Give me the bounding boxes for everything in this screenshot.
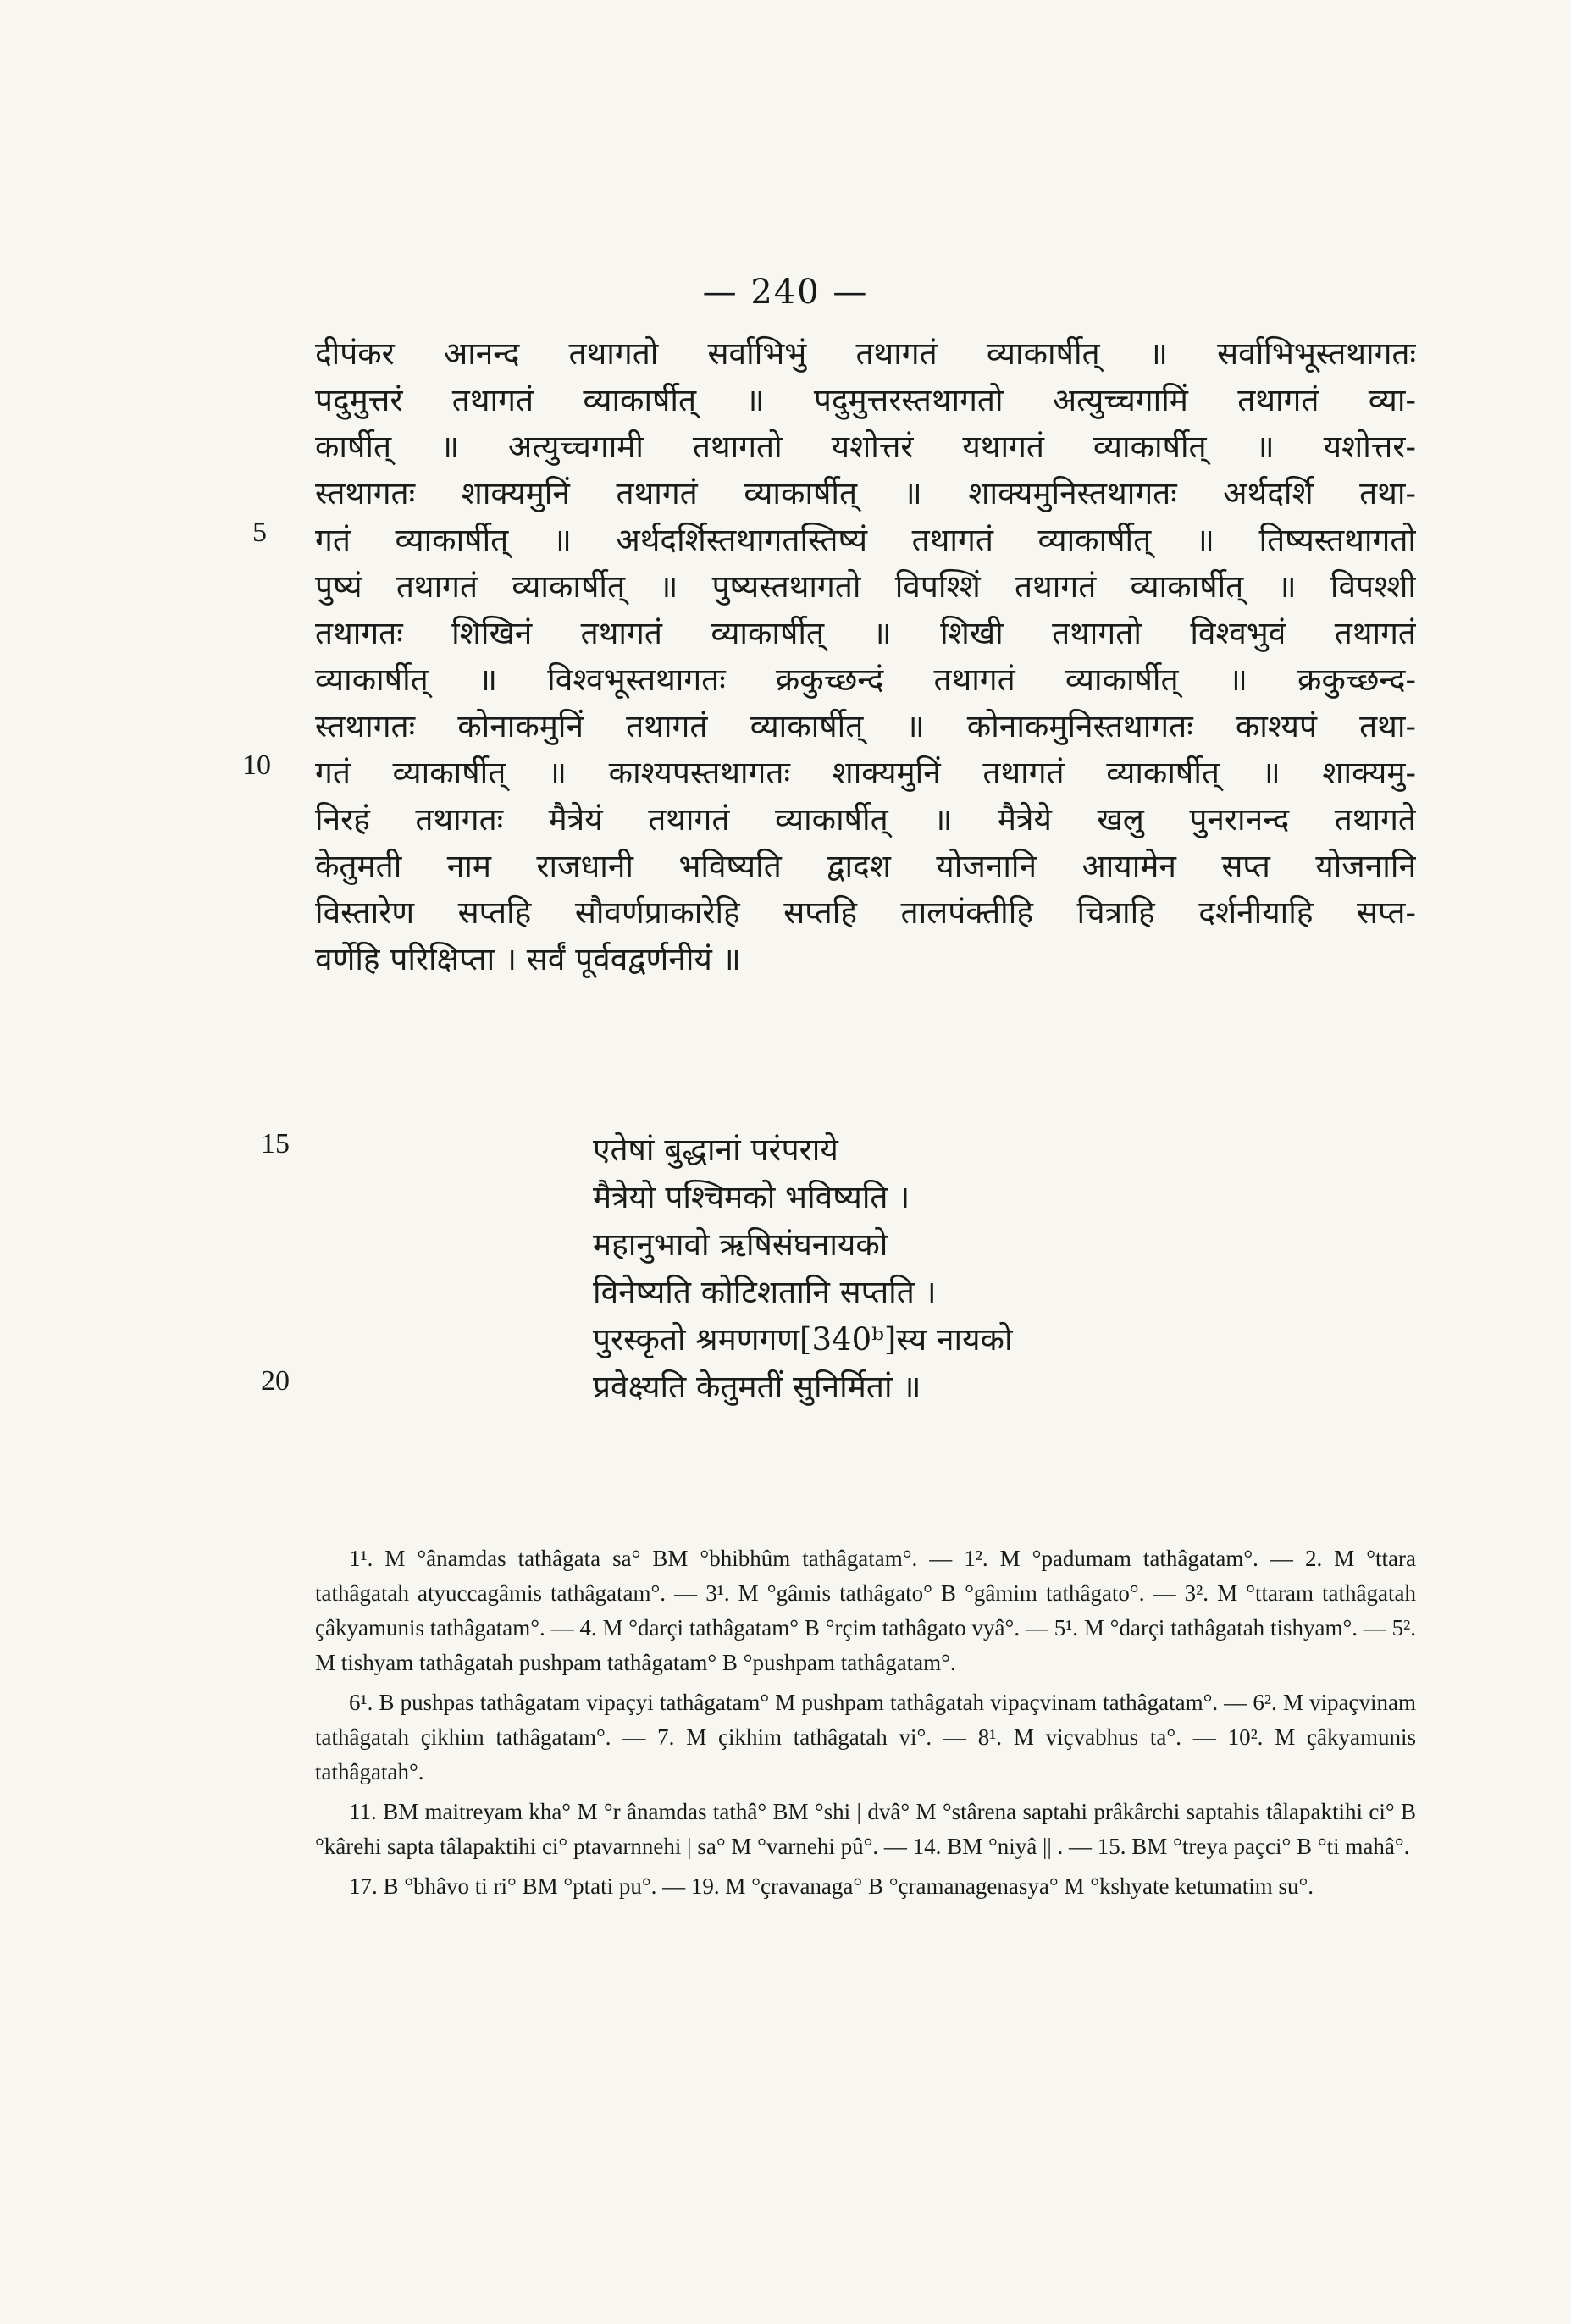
prose-line: केतुमती नाम राजधानी भविष्यति द्वादश योजनानि आयामेन सप्त योजनानि: [315, 848, 1416, 884]
prose-line: दीपंकर आनन्द तथागतो सर्वाभिभुं तथागतं व्याकार्षीत् ॥ सर्वाभिभूस्तथागतः: [315, 335, 1416, 372]
verse-line: पुरस्कृतो श्रमणगण[340ᵇ]स्य नायको: [593, 1321, 1013, 1358]
prose-line: वर्णेहि परिक्षिप्ता । सर्वं पूर्ववद्वर्णनीयं ॥: [315, 941, 741, 977]
prose-line: पुष्यं तथागतं व्याकार्षीत् ॥ पुष्यस्तथागतो विपश्शिं तथागतं व्याकार्षीत् ॥ विपश्शी: [315, 568, 1416, 605]
prose-text: [315, 330, 1416, 982]
prose-line: निरहं तथागतः मैत्रेयं तथागतं व्याकार्षीत् ॥ मैत्रेये खलु पुनरानन्द तथागते: [315, 801, 1416, 838]
line-number-5: 5: [252, 517, 267, 548]
prose-line: पदुमुत्तरं तथागतं व्याकार्षीत् ॥ पदुमुत्तरस्तथागतो अत्युच्चगामिं तथागतं व्या-: [315, 382, 1416, 418]
verse-line: प्रवेक्ष्यति केतुमतीं सुनिर्मितां ॥: [593, 1369, 921, 1405]
line-number-20: 20: [261, 1365, 290, 1397]
prose-line: स्तथागतः कोनाकमुनिं तथागतं व्याकार्षीत् ॥ कोनाकमुनिस्तथागतः काश्यपं तथा-: [315, 708, 1416, 744]
prose-line: विस्तारेण सप्तहि सौवर्णप्राकारेहि सप्तहि तालपंक्तीहि चित्राहि दर्शनीयाहि सप्त-: [315, 894, 1416, 931]
page-number: — 240 —: [702, 273, 869, 312]
prose-line: तथागतः शिखिनं तथागतं व्याकार्षीत् ॥ शिखी तथागतो विश्वभुवं तथागतं: [315, 615, 1416, 651]
footnote-paragraph: 17. B °bhâvo ti ri° BM °ptati pu°. — 19. M °çravanaga° B °çramanagenasya° M °kshyate ketumatim su°.: [349, 1873, 1314, 1899]
verse-line: विनेष्यति कोटिशतानि सप्तति ।: [593, 1274, 937, 1310]
verse-line: एतेषां बुद्धानां परंपराये: [593, 1132, 838, 1168]
prose-line: गतं व्याकार्षीत् ॥ काश्यपस्तथागतः शाक्यमुनिं तथागतं व्याकार्षीत् ॥ शाक्यमु-: [315, 755, 1416, 791]
footnote-paragraph: 1¹. M °ânamdas tathâgata sa° BM °bhibhûm tathâgatam°. — 1². M °padumam tathâgatam°. — 2. M °ttara tathâgatah atyuccagâmis tathâgatam°. — 3¹. M °gâmis tathâgato° B °gâmim tathâgato°. — 3². M °ttaram tathâgatah çâkyamunis tathâgatam°. — 4. M °darçi tathâgatam° B °rçim tathâgato vyâ°. — 5¹. M °darçi tathâgatah tishyam°. — 5². M tishyam tathâgatah pushpam tathâgatam° B °pushpam tathâgatam°.: [315, 1546, 1416, 1675]
verse-line: महानुभावो ऋषिसंघनायको: [593, 1226, 888, 1263]
footnotes: [315, 1541, 1416, 1909]
prose-line: कार्षीत् ॥ अत्युच्चगामी तथागतो यशोत्तरं यथागतं व्याकार्षीत् ॥ यशोत्तर-: [315, 429, 1416, 465]
prose-line: व्याकार्षीत् ॥ विश्वभूस्तथागतः क्रकुच्छन्दं तथागतं व्याकार्षीत् ॥ क्रकुच्छन्द-: [315, 661, 1416, 698]
line-number-10: 10: [242, 750, 271, 781]
verse-text: [593, 1126, 1355, 1411]
footnote-paragraph: 11. BM maitreyam kha° M °r ânamdas tathâ° BM °shi | dvâ° M °stârena saptahi prâkârchi saptahis tâlapaktihi ci° B °kârehi sapta tâlapaktihi ci° ptavarnnehi | sa° M °varnehi pû°. — 14. BM °niyâ || . — 15. BM °treya paçci° B °ti mahâ°.: [315, 1799, 1416, 1859]
verse-line: मैत्रेयो पश्चिमको भविष्यति ।: [593, 1179, 910, 1215]
footnote-paragraph: 6¹. B pushpas tathâgatam vipaçyi tathâgatam° M pushpam tathâgatah vipaçvinam tathâgatam°. — 6². M vipaçvinam tathâgatah çikhim tathâgatam°. — 7. M çikhim tathâgatah vi°. — 8¹. M viçvabhus ta°. — 10². M çâkyamunis tathâgatah°.: [315, 1690, 1416, 1784]
prose-line: गतं व्याकार्षीत् ॥ अर्थदर्शिस्तथागतस्तिष्यं तथागतं व्याकार्षीत् ॥ तिष्यस्तथागतो: [315, 522, 1416, 558]
prose-line: स्तथागतः शाक्यमुनिं तथागतं व्याकार्षीत् ॥ शाक्यमुनिस्तथागतः अर्थदर्शि तथा-: [315, 475, 1416, 512]
line-number-15: 15: [261, 1128, 290, 1159]
